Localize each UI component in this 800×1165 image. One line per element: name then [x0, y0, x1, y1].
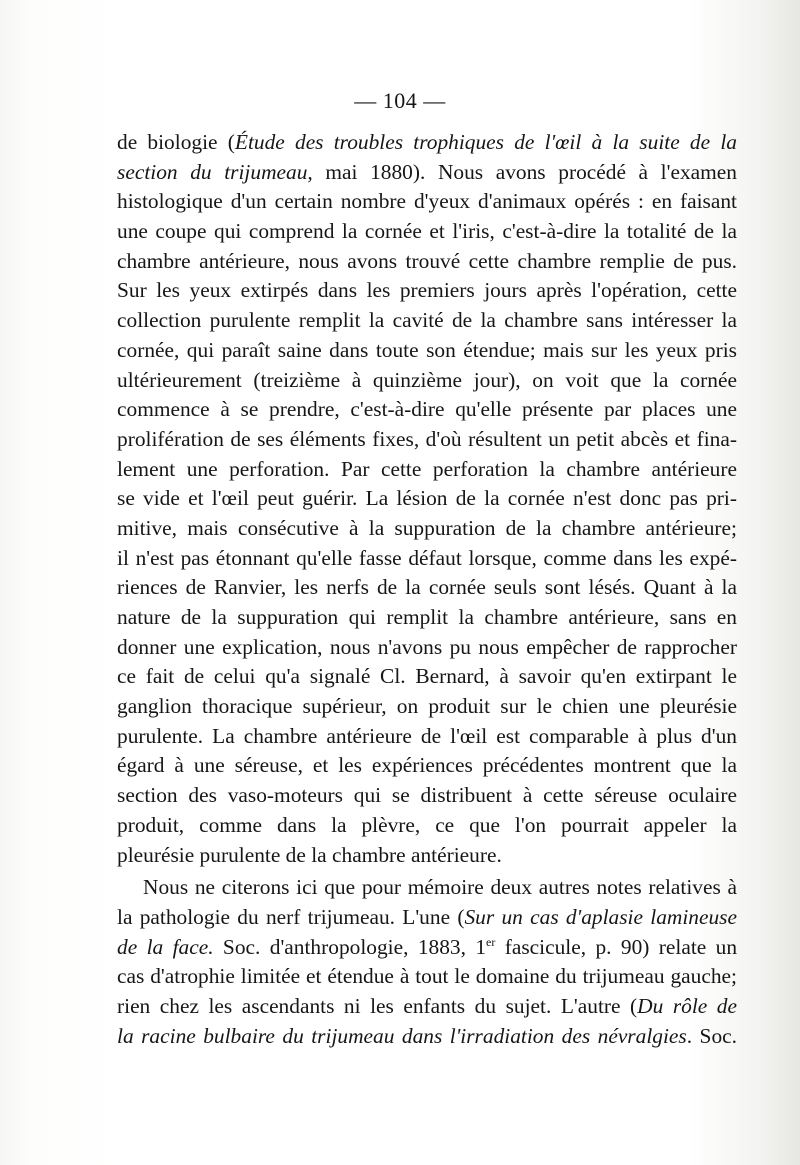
italic-text: de la face.: [117, 934, 214, 959]
text-run: . Soc.: [686, 1023, 737, 1048]
paragraph-1: [117, 128, 737, 870]
text-run: la pathologie du nerf trijumeau. L'une (: [117, 904, 465, 929]
text-line: [117, 247, 737, 277]
text-line: [117, 187, 737, 217]
text-line: [117, 903, 737, 933]
italic-text: section du trijumeau,: [117, 159, 313, 184]
text-line: [117, 873, 737, 903]
text-run: riences de Ranvier, les nerfs de la cornée seuls sont lésés. Quant à la: [117, 575, 737, 600]
text-line: [117, 962, 737, 992]
text-run: rien chez les ascendants ni les enfants du sujet. L'autre (: [117, 993, 638, 1018]
text-run: commence à se prendre, c'est-à-dire qu'elle présente par places une: [117, 397, 737, 422]
text-line: [117, 1022, 737, 1052]
text-line: [117, 751, 737, 781]
text-line: [117, 722, 737, 752]
text-line: [117, 484, 737, 514]
text-line: [117, 366, 737, 396]
italic-text: Du rôle de: [637, 993, 737, 1018]
text-run: Soc. d'anthropologie, 1883, 1: [213, 934, 487, 959]
text-line: [117, 811, 737, 841]
body-text: [117, 128, 737, 1051]
text-run: cas d'atrophie limitée et étendue à tout le domaine du trijumeau gauche;: [117, 964, 737, 989]
text-run: se vide et l'œil peut guérir. La lésion de la cornée n'est donc pas pri-: [117, 486, 737, 511]
text-run: de biologie (: [117, 130, 235, 154]
text-line: [117, 662, 737, 692]
text-run: prolifération de ses éléments fixes, d'où résultent un petit abcès et fina-: [117, 426, 737, 451]
text-run: cornée, qui paraît saine dans toute son étendue; mais sur les yeux pris: [117, 337, 737, 362]
text-line: [117, 573, 737, 603]
text-run: lement une perforation. Par cette perforation la chambre antérieure: [117, 456, 737, 481]
text-run: Nous ne citerons ici que pour mémoire deux autres notes relatives à: [143, 875, 737, 900]
text-line: [117, 933, 737, 963]
text-run: mitive, mais consécutive à la suppuration de la chambre antérieure;: [117, 515, 737, 540]
text-line: [117, 992, 737, 1022]
text-run: collection purulente remplit la cavité de la chambre sans intéresser la: [117, 308, 737, 333]
text-run: produit, comme dans la plèvre, ce que l'on pourrait appeler la: [117, 812, 737, 837]
text-line: [117, 781, 737, 811]
text-run: ce fait de celui qu'a signalé Cl. Bernard, à savoir qu'en extirpant le: [117, 664, 737, 689]
text-run: donner une explication, nous n'avons pu nous empêcher de rapprocher: [117, 634, 737, 659]
text-run: histologique d'un certain nombre d'yeux d'animaux opérés : en faisant: [117, 189, 737, 214]
text-run: ultérieurement (treizième à quinzième jour), on voit que la cornée: [117, 367, 737, 392]
text-run: ganglion thoracique supérieur, on produit sur le chien une pleurésie: [117, 694, 737, 719]
text-line: [117, 128, 737, 158]
text-line: [117, 603, 737, 633]
text-line: [117, 544, 737, 574]
text-run: section des vaso-moteurs qui se distribuent à cette séreuse oculaire: [117, 783, 737, 808]
text-line: [117, 455, 737, 485]
text-line: [117, 841, 737, 871]
text-line: [117, 336, 737, 366]
page-number: — 104 —: [354, 88, 446, 113]
italic-text: la racine bulbaire du trijumeau dans l'irradiation des névralgies: [117, 1023, 687, 1048]
text-run: il n'est pas étonnant qu'elle fasse défaut lorsque, comme dans les expé-: [117, 545, 737, 570]
text-run: égard à une séreuse, et les expériences précédentes montrent que la: [117, 753, 737, 778]
text-line: [117, 395, 737, 425]
text-line: [117, 306, 737, 336]
text-line: [117, 514, 737, 544]
text-run: mai 1880). Nous avons procédé à l'examen: [312, 159, 737, 184]
text-line: [117, 217, 737, 247]
text-line: [117, 158, 737, 188]
text-run: fascicule, p. 90) relate un: [495, 934, 738, 959]
italic-text: Étude des troubles trophiques de l'œil à la suite de la: [234, 130, 737, 154]
text-run: une coupe qui comprend la cornée et l'iris, c'est-à-dire la totalité de la: [117, 219, 737, 244]
text-line: [117, 692, 737, 722]
text-run: pleurésie purulente de la chambre antérieure.: [117, 842, 502, 867]
italic-text: Sur un cas d'aplasie lamineuse: [464, 904, 737, 929]
text-run: chambre antérieure, nous avons trouvé cette chambre remplie de pus.: [117, 248, 737, 273]
text-run: purulente. La chambre antérieure de l'œil est comparable à plus d'un: [117, 723, 737, 748]
paragraph-2: [117, 873, 737, 1051]
superscript: er: [486, 934, 496, 949]
text-line: [117, 425, 737, 455]
text-run: Sur les yeux extirpés dans les premiers jours après l'opération, cette: [117, 278, 737, 303]
text-line: [117, 276, 737, 306]
text-line: [117, 633, 737, 663]
text-run: nature de la suppuration qui remplit la chambre antérieure, sans en: [117, 605, 737, 629]
